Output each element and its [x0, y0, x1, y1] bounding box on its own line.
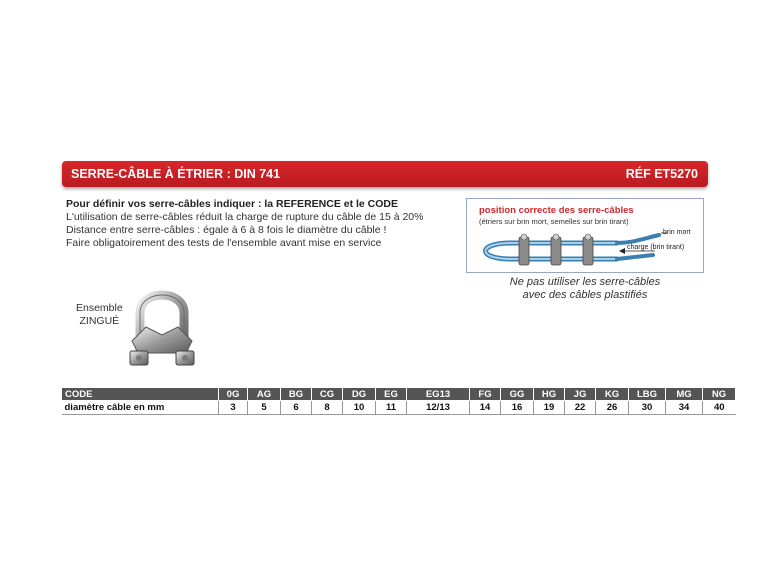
- code-header: CODE: [62, 388, 219, 401]
- wire-rope-clip-icon: [126, 283, 198, 373]
- diameter-cell: 22: [565, 401, 596, 415]
- plastic-cable-warning: [466, 276, 704, 302]
- diameter-cell: 12/13: [407, 401, 470, 415]
- finish-label-line-2: ZINGUÉ: [79, 315, 120, 327]
- warning-line-1: Ne pas utiliser les serre-câbles: [509, 276, 661, 288]
- finish-label-line-1: Ensemble: [76, 302, 123, 314]
- label-live-end: charge (brin tirant): [627, 244, 685, 251]
- diagram-title: position correcte des serre-câbles: [479, 205, 634, 216]
- diameter-cell: 10: [343, 401, 376, 415]
- code-cell: JG: [565, 388, 596, 401]
- info-line-strength: L'utilisation de serre-câbles réduit la charge de rupture du câble de 15 à 20%: [66, 211, 424, 223]
- info-line-testing: Faire obligatoirement des tests de l'ensemble avant mise en service: [66, 237, 382, 249]
- code-cell: FG: [470, 388, 501, 401]
- diameter-cell: 40: [703, 401, 736, 415]
- diameter-cell: 11: [376, 401, 407, 415]
- label-dead-end: brin mort: [663, 229, 691, 236]
- code-cell: MG: [666, 388, 703, 401]
- diameter-cell: 8: [312, 401, 343, 415]
- code-cell: 0G: [219, 388, 248, 401]
- spec-table-header-row: [62, 388, 736, 401]
- diameter-cell: 19: [534, 401, 565, 415]
- spec-table: [61, 387, 736, 415]
- info-line-distance: Distance entre serre-câbles : égale à 6 à 8 fois le diamètre du câble !: [66, 224, 387, 236]
- code-cell: DG: [343, 388, 376, 401]
- code-cell: GG: [501, 388, 534, 401]
- diameter-cell: 6: [281, 401, 312, 415]
- code-cell: EG: [376, 388, 407, 401]
- code-cell: CG: [312, 388, 343, 401]
- header-banner: [62, 161, 708, 187]
- diameter-cell: 14: [470, 401, 501, 415]
- diameter-cell: 16: [501, 401, 534, 415]
- diagram-subtitle: (étriers sur brin mort, semelles sur brin tirant): [479, 217, 629, 226]
- diameter-label: diamètre câble en mm: [62, 401, 219, 415]
- clip-position-diagram: [466, 198, 704, 273]
- code-cell: EG13: [407, 388, 470, 401]
- spec-table-diameter-row: [62, 401, 736, 415]
- diameter-cell: 34: [666, 401, 703, 415]
- warning-line-2: avec des câbles plastifiés: [522, 289, 648, 301]
- diameter-cell: 3: [219, 401, 248, 415]
- info-block: [66, 198, 426, 250]
- product-reference: RÉF ET5270: [625, 167, 698, 181]
- diameter-cell: 26: [596, 401, 629, 415]
- product-finish-label: [76, 302, 123, 328]
- code-cell: AG: [248, 388, 281, 401]
- code-cell: BG: [281, 388, 312, 401]
- diameter-cell: 30: [629, 401, 666, 415]
- info-line-ordering: Pour définir vos serre-câbles indiquer : la REFERENCE et le CODE: [66, 198, 399, 210]
- code-cell: NG: [703, 388, 736, 401]
- diameter-cell: 5: [248, 401, 281, 415]
- code-cell: KG: [596, 388, 629, 401]
- code-cell: LBG: [629, 388, 666, 401]
- code-cell: HG: [534, 388, 565, 401]
- product-title: SERRE-CÂBLE À ÉTRIER : DIN 741: [71, 167, 281, 181]
